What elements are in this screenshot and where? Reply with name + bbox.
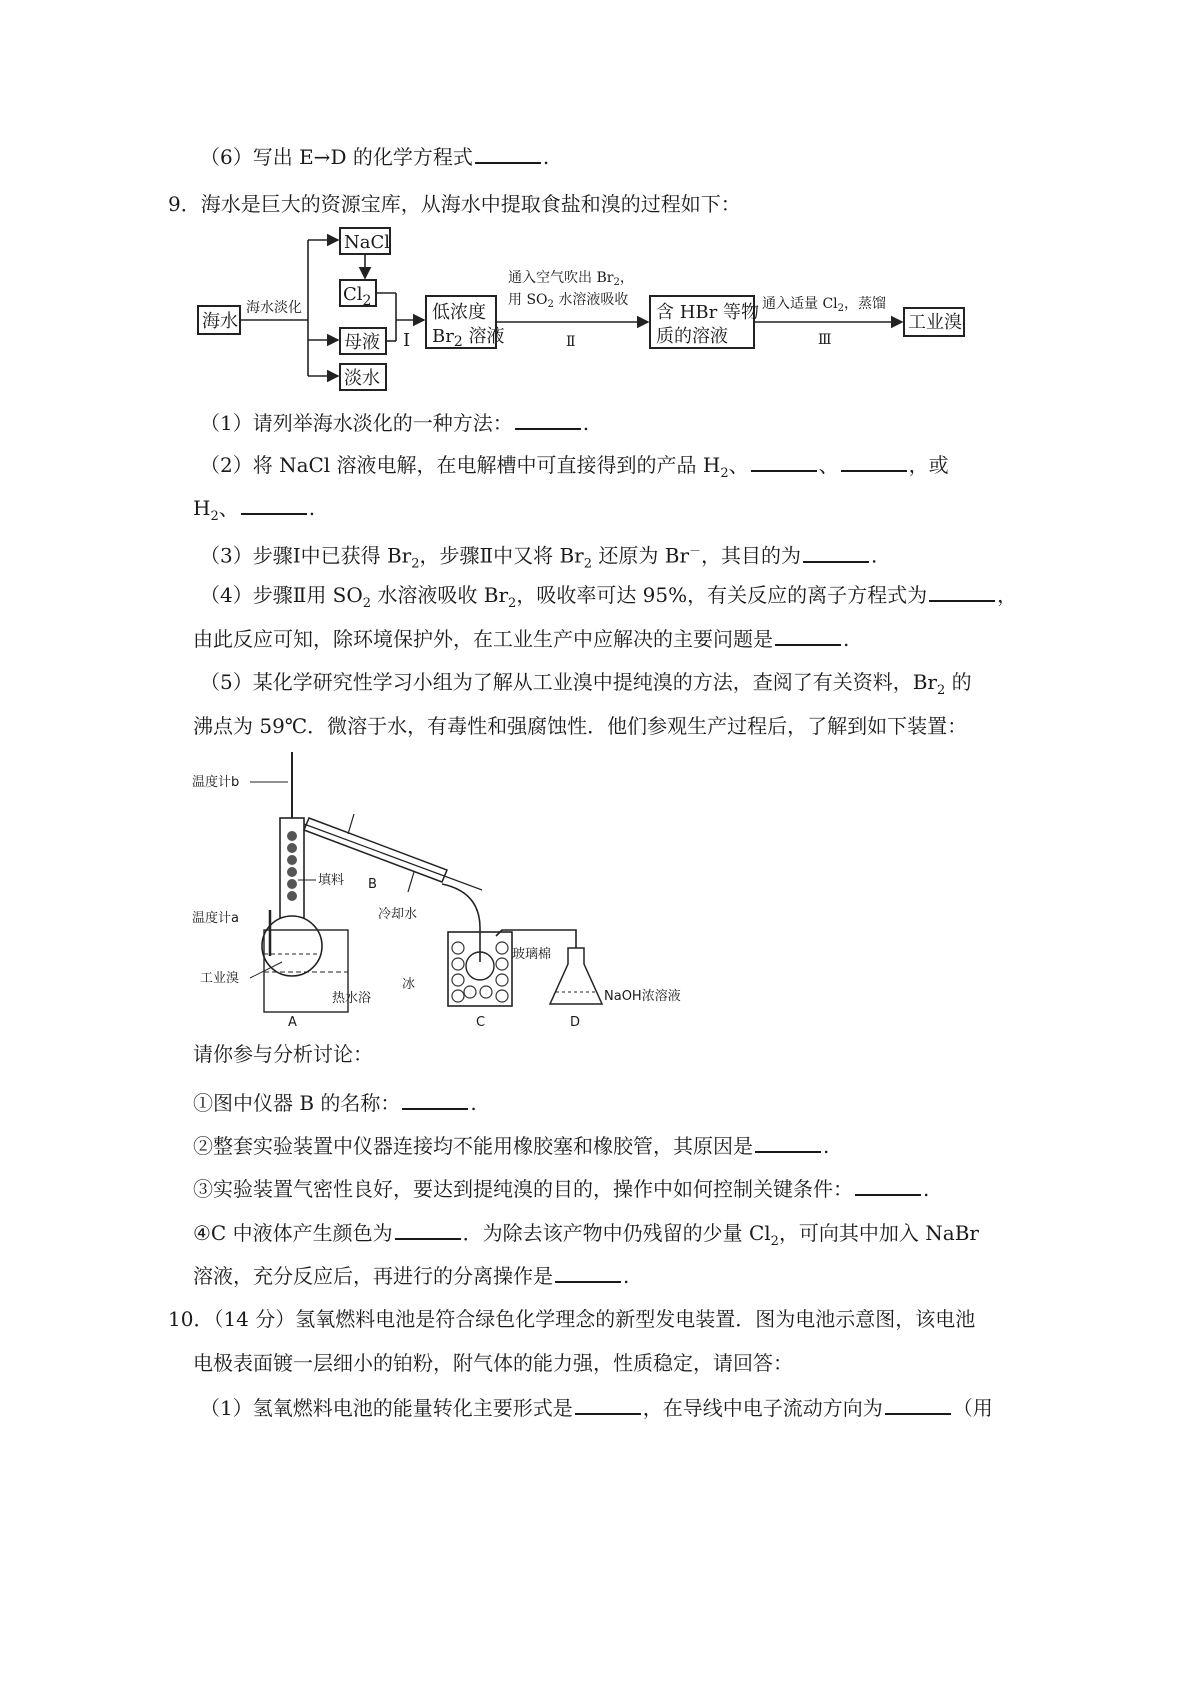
apparatus-a-label: A — [288, 1015, 297, 1030]
condenser-b-label: B — [368, 877, 377, 892]
ice-label: 冰 — [402, 977, 416, 992]
answer-blank[interactable] — [395, 1218, 461, 1240]
answer-blank[interactable] — [475, 142, 541, 164]
low-br2-label-1: 低浓度 — [432, 302, 486, 323]
apparatus-c-label: C — [476, 1015, 486, 1030]
q8-part6: （6）写出 E→D 的化学方程式 . — [200, 142, 549, 171]
cl2-label: $Cl_2$ — [343, 284, 372, 309]
answer-blank[interactable] — [555, 1261, 621, 1283]
q9-sub2: ②整套实验装置中仪器连接均不能用橡胶塞和橡胶管，其原因是 . — [193, 1131, 829, 1160]
q9-sub4-line2: 溶液，充分反应后，再进行的分离操作是 . — [193, 1261, 629, 1290]
answer-blank[interactable] — [402, 1088, 468, 1110]
crude-bromine-label: 工业溴 — [200, 971, 240, 986]
q9-sub4-line1: ④C 中液体产生颜色为 ．为除去该产物中仍残留的少量 $Cl_2$，可向其中加入 NaBr — [193, 1218, 979, 1256]
answer-blank[interactable] — [755, 1131, 821, 1153]
thermometer-a-label: 温度计a — [192, 911, 239, 926]
q10-line1: 10．（14 分）氢氧燃料电池是符合绿色化学理念的新型发电装置．图为电池示意图，该电池 — [168, 1307, 976, 1331]
glass-wool-label: 玻璃棉 — [512, 947, 552, 962]
mother-liquor-label: 母液 — [344, 332, 380, 353]
step-3-label: Ⅲ — [818, 332, 832, 348]
hot-water-bath-label: 热水浴 — [332, 991, 372, 1006]
answer-blank[interactable] — [775, 624, 841, 646]
answer-blank[interactable] — [515, 408, 581, 430]
q9-part5-line2: 沸点为 59℃．微溶于水，有毒性和强腐蚀性．他们参观生产过程后，了解到如下装置： — [193, 714, 968, 738]
nacl-label: NaCl — [344, 232, 391, 253]
q9-part5-line1: （5）某化学研究性学习小组为了解从工业溴中提纯溴的方法，查阅了有关资料，$Br_2$ 的 — [200, 670, 972, 698]
q9-part3: （3）步骤Ⅰ中已获得 $Br_2$，步骤Ⅱ中又将 $Br_2$ 还原为 Br－，其目的为 . — [200, 537, 877, 579]
q9-part4-line2: 由此反应可知，除环境保护外，在工业生产中应解决的主要问题是 . — [193, 624, 849, 653]
packing-label: 填料 — [318, 873, 345, 888]
q9-discussion-prompt: 请你参与分析讨论： — [193, 1042, 373, 1066]
answer-blank[interactable] — [803, 541, 869, 563]
q10-line2: 电极表面镀一层细小的铂粉，附气体的能力强，性质稳定，请回答： — [193, 1351, 793, 1375]
q9-part2-line1: （2）将 NaCl 溶液电解，在电解槽中可直接得到的产品 $H_2$、 、 ，或 — [200, 450, 949, 488]
answer-blank[interactable] — [575, 1393, 641, 1415]
naoh-solution-label: NaOH浓溶液 — [604, 989, 681, 1004]
answer-blank[interactable] — [929, 580, 995, 602]
answer-blank[interactable] — [885, 1393, 951, 1415]
answer-blank[interactable] — [855, 1174, 921, 1196]
fresh-water-label: 淡水 — [344, 368, 380, 389]
step-1-label: Ⅰ — [403, 330, 411, 351]
desalination-label: 海水淡化 — [246, 300, 302, 316]
q9-part4-line1: （4）步骤Ⅱ用 $SO_2$ 水溶液吸收 $Br_2$，吸收率可达 95%，有关反应的离子方程式为 ， — [200, 580, 1017, 618]
q9-sub3: ③实验装置气密性良好，要达到提纯溴的目的，操作中如何控制关键条件： . — [193, 1174, 929, 1203]
step-3-cond: 通入适量 $Cl_2$，蒸馏 — [762, 296, 887, 314]
q9-part1: （1）请列举海水淡化的一种方法： . — [200, 408, 589, 437]
low-br2-label-2: $Br_2$ 溶液 — [432, 326, 505, 350]
answer-blank[interactable] — [751, 450, 817, 472]
extraction-flow-diagram — [190, 224, 990, 402]
industrial-bromine-label: 工业溴 — [908, 312, 962, 333]
distillation-apparatus — [192, 752, 732, 1032]
hbr-label-2: 质的溶液 — [656, 326, 728, 347]
answer-blank[interactable] — [241, 493, 307, 515]
thermometer-b-label: 温度计b — [192, 775, 240, 790]
q9-stem: 9．海水是巨大的资源宝库，从海水中提取食盐和溴的过程如下： — [168, 192, 741, 216]
answer-blank[interactable] — [841, 450, 907, 472]
q9-part2-line2: $H_2$、 . — [193, 493, 315, 531]
cooling-water-label: 冷却水 — [378, 907, 418, 922]
q10-part1: （1）氢氧燃料电池的能量转化主要形式是 ，在导线中电子流动方向为 （用 — [200, 1393, 993, 1422]
seawater-label: 海水 — [202, 311, 238, 332]
step-2-cond-1: 通入空气吹出 $Br_2$， — [508, 270, 634, 288]
apparatus-d-label: D — [570, 1015, 581, 1030]
q9-sub1: ①图中仪器 B 的名称： . — [193, 1088, 477, 1117]
step-2-cond-2: 用 $SO_2$ 水溶液吸收 — [508, 292, 629, 310]
hbr-label-1: 含 HBr 等物 — [656, 302, 759, 323]
step-2-label: Ⅱ — [566, 334, 576, 350]
